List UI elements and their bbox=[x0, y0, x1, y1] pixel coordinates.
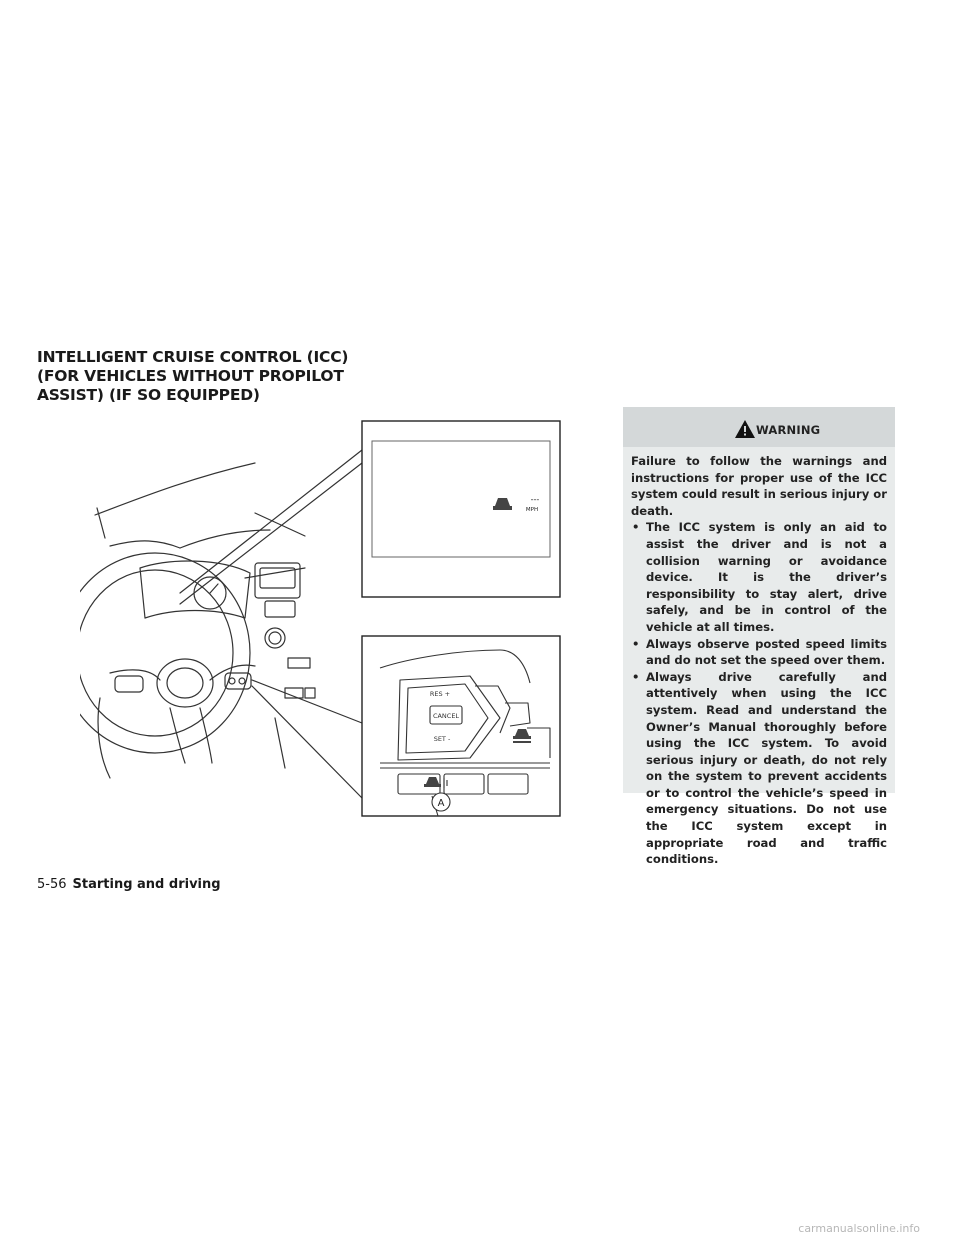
page-number: 5-56 bbox=[37, 877, 67, 892]
switch-inset-frame bbox=[362, 636, 560, 816]
section-title-line-3: ASSIST) (IF SO EQUIPPED) bbox=[37, 386, 260, 404]
warning-header bbox=[623, 407, 895, 447]
warning-body bbox=[623, 447, 895, 868]
warning-bullet-1: • The ICC system is only an aid to assist the driver and is not a collision warning or avoidance device. It is the driver’s responsibility to stay alert, drive safely, and be in control of the vehicle at all times. bbox=[631, 519, 887, 635]
warning-bullet-list bbox=[631, 519, 887, 867]
warning-bullet-2: • Always observe posted speed limits and do not set the speed over them. bbox=[631, 636, 887, 669]
steering-hub bbox=[157, 659, 213, 707]
dashboard-line bbox=[95, 463, 255, 515]
section-title-line-1: INTELLIGENT CRUISE CONTROL (ICC) bbox=[37, 348, 349, 366]
meter-display-screen bbox=[372, 441, 550, 557]
icc-illustration-svg bbox=[80, 418, 570, 818]
callout-a-label: A bbox=[437, 798, 445, 809]
warning-triangle-icon bbox=[734, 419, 756, 439]
warning-intro: Failure to follow the warnings and instructions for proper use of the ICC system could result in serious injury or death. bbox=[631, 454, 887, 518]
steering-wheel-rim bbox=[80, 553, 250, 753]
warning-box bbox=[623, 407, 895, 867]
display-unit-text: MPH bbox=[525, 507, 539, 513]
display-speed-text: --- bbox=[530, 495, 540, 504]
icc-illustration bbox=[80, 418, 570, 818]
set-minus-label: SET - bbox=[433, 735, 451, 743]
section-title-line-2: (FOR VEHICLES WITHOUT PROPILOT bbox=[37, 367, 344, 385]
watermark: carmanualsonline.info bbox=[798, 1222, 920, 1235]
warning-bullet-3: • Always drive carefully and attentively when using the ICC system. Read and understand the Owner’s Manual thoroughly before using the ICC system. To avoid serious injury or death, do not rely on the system to prevent accidents or to control the vehicle’s speed in emergency situations. Do not use the ICC system except in appropriate road and traffic conditions. bbox=[631, 669, 887, 868]
cancel-label: CANCEL bbox=[432, 712, 460, 720]
res-plus-label: RES + bbox=[429, 690, 451, 698]
page-footer bbox=[37, 877, 221, 892]
section-title bbox=[37, 348, 367, 405]
chapter-title: Starting and driving bbox=[72, 877, 221, 892]
warning-label: WARNING bbox=[756, 423, 821, 437]
